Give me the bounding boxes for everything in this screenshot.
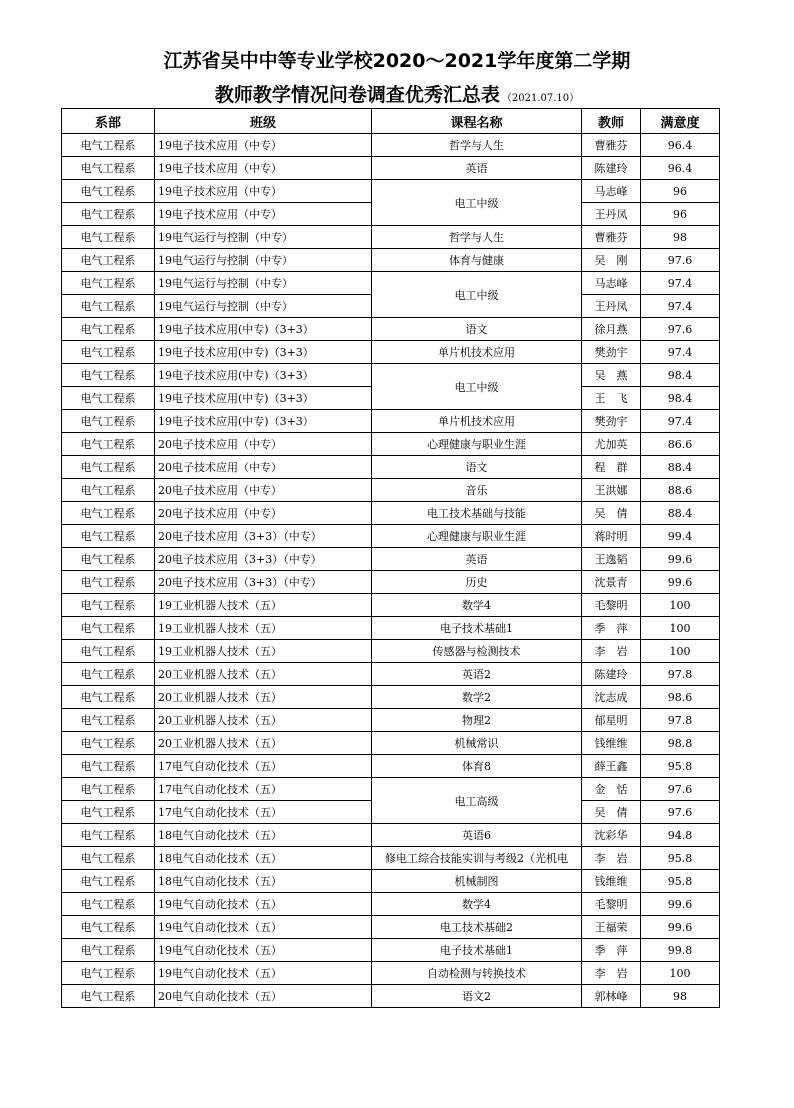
course-cell: 数学4: [372, 893, 582, 916]
satisfaction-cell: 99.6: [641, 916, 720, 939]
satisfaction-cell: 99.4: [641, 525, 720, 548]
satisfaction-cell: 99.6: [641, 548, 720, 571]
class-cell: 20电子技术应用（3+3）（中专）: [155, 571, 372, 594]
class-cell: 18电气自动化技术（五）: [155, 847, 372, 870]
satisfaction-cell: 97.4: [641, 341, 720, 364]
course-cell: 自动检测与转换技术: [372, 962, 582, 985]
teacher-cell: 沈景青: [582, 571, 641, 594]
satisfaction-cell: 97.4: [641, 410, 720, 433]
table-row: [62, 847, 720, 870]
department-cell: 电气工程系: [62, 341, 155, 364]
teacher-cell: 马志峰: [582, 180, 641, 203]
course-cell: 英语: [372, 548, 582, 571]
class-cell: 19电子技术应用(中专)（3+3）: [155, 387, 372, 410]
table-row: [62, 226, 720, 249]
department-cell: 电气工程系: [62, 962, 155, 985]
department-cell: 电气工程系: [62, 663, 155, 686]
table-row: [62, 433, 720, 456]
satisfaction-cell: 100: [641, 594, 720, 617]
teacher-cell: 季 萍: [582, 939, 641, 962]
class-cell: 20电子技术应用（中专）: [155, 479, 372, 502]
department-cell: 电气工程系: [62, 295, 155, 318]
department-cell: 电气工程系: [62, 203, 155, 226]
teacher-cell: 樊劲宇: [582, 410, 641, 433]
course-cell: 心理健康与职业生涯: [372, 525, 582, 548]
course-cell: 语文2: [372, 985, 582, 1008]
teacher-cell: 王逸韬: [582, 548, 641, 571]
table-row: [62, 479, 720, 502]
satisfaction-cell: 100: [641, 962, 720, 985]
table-row: [62, 778, 720, 801]
course-cell: 电工技术基础与技能: [372, 502, 582, 525]
teacher-cell: 钱维维: [582, 732, 641, 755]
class-cell: 19电气自动化技术（五）: [155, 962, 372, 985]
course-cell: 电子技术基础1: [372, 617, 582, 640]
table-row: [62, 870, 720, 893]
department-cell: 电气工程系: [62, 916, 155, 939]
satisfaction-cell: 100: [641, 617, 720, 640]
class-cell: 19电子技术应用（中专）: [155, 157, 372, 180]
teacher-cell: 沈志成: [582, 686, 641, 709]
class-cell: 20电子技术应用（中专）: [155, 502, 372, 525]
table-header-row: [62, 109, 720, 134]
teacher-cell: 徐月燕: [582, 318, 641, 341]
course-cell: 电子技术基础1: [372, 939, 582, 962]
course-cell: 修电工综合技能实训与考级2（光机电: [372, 847, 582, 870]
class-cell: 19电气运行与控制（中专）: [155, 295, 372, 318]
satisfaction-cell: 98.6: [641, 686, 720, 709]
teacher-cell: 季 萍: [582, 617, 641, 640]
document-title: 江苏省吴中中等专业学校2020～2021学年度第二学期: [163, 50, 631, 72]
table-row: [62, 410, 720, 433]
course-cell: 电工中级: [372, 364, 582, 410]
table-row: [62, 318, 720, 341]
department-cell: 电气工程系: [62, 364, 155, 387]
satisfaction-cell: 97.6: [641, 249, 720, 272]
course-cell: 英语2: [372, 663, 582, 686]
class-cell: 17电气自动化技术（五）: [155, 778, 372, 801]
table-row: [62, 571, 720, 594]
course-cell: 电工中级: [372, 272, 582, 318]
department-cell: 电气工程系: [62, 640, 155, 663]
department-cell: 电气工程系: [62, 847, 155, 870]
department-cell: 电气工程系: [62, 318, 155, 341]
department-cell: 电气工程系: [62, 870, 155, 893]
table-row: [62, 939, 720, 962]
department-cell: 电气工程系: [62, 525, 155, 548]
department-cell: 电气工程系: [62, 134, 155, 157]
class-cell: 19电子技术应用(中专)（3+3）: [155, 410, 372, 433]
department-cell: 电气工程系: [62, 548, 155, 571]
class-cell: 19电子技术应用（中专）: [155, 134, 372, 157]
table-row: [62, 594, 720, 617]
table-row: [62, 249, 720, 272]
department-cell: 电气工程系: [62, 479, 155, 502]
satisfaction-cell: 99.6: [641, 893, 720, 916]
department-cell: 电气工程系: [62, 617, 155, 640]
teacher-cell: 郁星明: [582, 709, 641, 732]
class-cell: 19工业机器人技术（五）: [155, 640, 372, 663]
course-cell: 机械常识: [372, 732, 582, 755]
teacher-cell: 陈建玲: [582, 157, 641, 180]
table-row: [62, 916, 720, 939]
teacher-cell: 王福荣: [582, 916, 641, 939]
satisfaction-cell: 97.8: [641, 709, 720, 732]
subtitle-text: 教师教学情况问卷调查优秀汇总表: [214, 84, 500, 106]
class-cell: 19工业机器人技术（五）: [155, 594, 372, 617]
course-cell: 音乐: [372, 479, 582, 502]
course-cell: 数学4: [372, 594, 582, 617]
class-cell: 20电气自动化技术（五）: [155, 985, 372, 1008]
department-cell: 电气工程系: [62, 755, 155, 778]
table-row: [62, 663, 720, 686]
satisfaction-cell: 97.4: [641, 295, 720, 318]
department-cell: 电气工程系: [62, 571, 155, 594]
satisfaction-cell: 94.8: [641, 824, 720, 847]
table-row: [62, 134, 720, 157]
teacher-cell: 李 岩: [582, 847, 641, 870]
department-cell: 电气工程系: [62, 686, 155, 709]
table-row: [62, 548, 720, 571]
course-cell: 哲学与人生: [372, 134, 582, 157]
teacher-cell: 李 岩: [582, 640, 641, 663]
class-cell: 19电子技术应用（中专）: [155, 180, 372, 203]
table-row: [62, 755, 720, 778]
satisfaction-cell: 95.8: [641, 870, 720, 893]
teacher-cell: 毛黎明: [582, 893, 641, 916]
satisfaction-cell: 96.4: [641, 157, 720, 180]
table-row: [62, 824, 720, 847]
class-cell: 17电气自动化技术（五）: [155, 755, 372, 778]
satisfaction-cell: 98: [641, 226, 720, 249]
table-row: [62, 962, 720, 985]
table-row: [62, 732, 720, 755]
class-cell: 19电子技术应用（中专）: [155, 203, 372, 226]
table-row: [62, 709, 720, 732]
teacher-cell: 吴 燕: [582, 364, 641, 387]
satisfaction-cell: 97.4: [641, 272, 720, 295]
department-cell: 电气工程系: [62, 456, 155, 479]
department-cell: 电气工程系: [62, 709, 155, 732]
teacher-cell: 曹雅芬: [582, 134, 641, 157]
table-row: [62, 985, 720, 1008]
table-row: [62, 180, 720, 203]
table-row: [62, 364, 720, 387]
course-cell: 电工中级: [372, 180, 582, 226]
class-cell: 20工业机器人技术（五）: [155, 732, 372, 755]
satisfaction-cell: 97.8: [641, 663, 720, 686]
teacher-cell: 吴 倩: [582, 502, 641, 525]
table-row: [62, 893, 720, 916]
department-cell: 电气工程系: [62, 985, 155, 1008]
course-cell: 体育8: [372, 755, 582, 778]
table-row: [62, 272, 720, 295]
teacher-cell: 金 恬: [582, 778, 641, 801]
class-cell: 20电子技术应用（3+3）（中专）: [155, 525, 372, 548]
course-cell: 传感器与检测技术: [372, 640, 582, 663]
class-cell: 20电子技术应用（3+3）（中专）: [155, 548, 372, 571]
course-cell: 物理2: [372, 709, 582, 732]
teacher-cell: 马志峰: [582, 272, 641, 295]
teacher-cell: 王丹凤: [582, 295, 641, 318]
satisfaction-cell: 100: [641, 640, 720, 663]
teacher-cell: 郭林峰: [582, 985, 641, 1008]
table-row: [62, 525, 720, 548]
satisfaction-cell: 99.6: [641, 571, 720, 594]
course-cell: 心理健康与职业生涯: [372, 433, 582, 456]
department-cell: 电气工程系: [62, 594, 155, 617]
course-cell: 机械制图: [372, 870, 582, 893]
course-cell: 数学2: [372, 686, 582, 709]
department-cell: 电气工程系: [62, 778, 155, 801]
header-course: 课程名称: [372, 109, 582, 134]
satisfaction-cell: 98: [641, 985, 720, 1008]
department-cell: 电气工程系: [62, 249, 155, 272]
satisfaction-cell: 88.4: [641, 456, 720, 479]
class-cell: 20工业机器人技术（五）: [155, 686, 372, 709]
course-cell: 单片机技术应用: [372, 341, 582, 364]
department-cell: 电气工程系: [62, 272, 155, 295]
class-cell: 17电气自动化技术（五）: [155, 801, 372, 824]
class-cell: 18电气自动化技术（五）: [155, 824, 372, 847]
satisfaction-cell: 88.6: [641, 479, 720, 502]
satisfaction-cell: 95.8: [641, 847, 720, 870]
department-cell: 电气工程系: [62, 824, 155, 847]
course-cell: 历史: [372, 571, 582, 594]
teacher-cell: 钱维维: [582, 870, 641, 893]
department-cell: 电气工程系: [62, 939, 155, 962]
course-cell: 英语: [372, 157, 582, 180]
department-cell: 电气工程系: [62, 433, 155, 456]
teacher-cell: 王丹凤: [582, 203, 641, 226]
satisfaction-cell: 96: [641, 203, 720, 226]
teacher-cell: 陈建玲: [582, 663, 641, 686]
satisfaction-cell: 97.6: [641, 778, 720, 801]
class-cell: 19电气运行与控制（中专）: [155, 272, 372, 295]
satisfaction-cell: 86.6: [641, 433, 720, 456]
class-cell: 19电气自动化技术（五）: [155, 939, 372, 962]
teacher-cell: 吴 刚: [582, 249, 641, 272]
teacher-cell: 李 岩: [582, 962, 641, 985]
course-cell: 单片机技术应用: [372, 410, 582, 433]
satisfaction-cell: 88.4: [641, 502, 720, 525]
teacher-cell: 吴 倩: [582, 801, 641, 824]
class-cell: 20工业机器人技术（五）: [155, 709, 372, 732]
table-row: [62, 341, 720, 364]
course-cell: 电工技术基础2: [372, 916, 582, 939]
class-cell: 20电子技术应用（中专）: [155, 433, 372, 456]
course-cell: 电工高级: [372, 778, 582, 824]
department-cell: 电气工程系: [62, 387, 155, 410]
table-row: [62, 456, 720, 479]
department-cell: 电气工程系: [62, 157, 155, 180]
class-cell: 19电气自动化技术（五）: [155, 916, 372, 939]
course-cell: 哲学与人生: [372, 226, 582, 249]
class-cell: 19工业机器人技术（五）: [155, 617, 372, 640]
satisfaction-cell: 98.8: [641, 732, 720, 755]
course-cell: 体育与健康: [372, 249, 582, 272]
teacher-cell: 樊劲宇: [582, 341, 641, 364]
class-cell: 19电子技术应用(中专)（3+3）: [155, 318, 372, 341]
course-cell: 语文: [372, 318, 582, 341]
class-cell: 20工业机器人技术（五）: [155, 663, 372, 686]
satisfaction-cell: 99.8: [641, 939, 720, 962]
department-cell: 电气工程系: [62, 502, 155, 525]
satisfaction-cell: 97.6: [641, 801, 720, 824]
document-subtitle: [0, 80, 794, 107]
class-cell: 19电子技术应用(中专)（3+3）: [155, 341, 372, 364]
teacher-cell: 王 飞: [582, 387, 641, 410]
class-cell: 19电气运行与控制（中专）: [155, 226, 372, 249]
table-row: [62, 157, 720, 180]
table-row: [62, 502, 720, 525]
satisfaction-cell: 98.4: [641, 387, 720, 410]
teacher-cell: 尤加英: [582, 433, 641, 456]
class-cell: 18电气自动化技术（五）: [155, 870, 372, 893]
teacher-cell: 王洪娜: [582, 479, 641, 502]
teacher-cell: 蒋时明: [582, 525, 641, 548]
department-cell: 电气工程系: [62, 180, 155, 203]
teacher-cell: 曹雅芬: [582, 226, 641, 249]
header-class: 班级: [155, 109, 372, 134]
header-department: 系部: [62, 109, 155, 134]
course-cell: 语文: [372, 456, 582, 479]
survey-table: [61, 108, 720, 1008]
course-cell: 英语6: [372, 824, 582, 847]
table-row: [62, 617, 720, 640]
department-cell: 电气工程系: [62, 893, 155, 916]
teacher-cell: 程 群: [582, 456, 641, 479]
satisfaction-cell: 96.4: [641, 134, 720, 157]
class-cell: 19电气自动化技术（五）: [155, 893, 372, 916]
teacher-cell: 薛王鑫: [582, 755, 641, 778]
teacher-cell: 沈彩华: [582, 824, 641, 847]
header-satisfaction: 满意度: [641, 109, 720, 134]
satisfaction-cell: 95.8: [641, 755, 720, 778]
department-cell: 电气工程系: [62, 410, 155, 433]
table-body: [62, 134, 720, 1008]
table-row: [62, 640, 720, 663]
department-cell: 电气工程系: [62, 801, 155, 824]
class-cell: 19电子技术应用(中专)（3+3）: [155, 364, 372, 387]
satisfaction-cell: 97.6: [641, 318, 720, 341]
class-cell: 19电气运行与控制（中专）: [155, 249, 372, 272]
satisfaction-cell: 96: [641, 180, 720, 203]
report-date: （2021.07.10）: [501, 93, 580, 104]
header-teacher: 教师: [582, 109, 641, 134]
class-cell: 20电子技术应用（中专）: [155, 456, 372, 479]
department-cell: 电气工程系: [62, 732, 155, 755]
department-cell: 电气工程系: [62, 226, 155, 249]
satisfaction-cell: 98.4: [641, 364, 720, 387]
table-row: [62, 686, 720, 709]
teacher-cell: 毛黎明: [582, 594, 641, 617]
